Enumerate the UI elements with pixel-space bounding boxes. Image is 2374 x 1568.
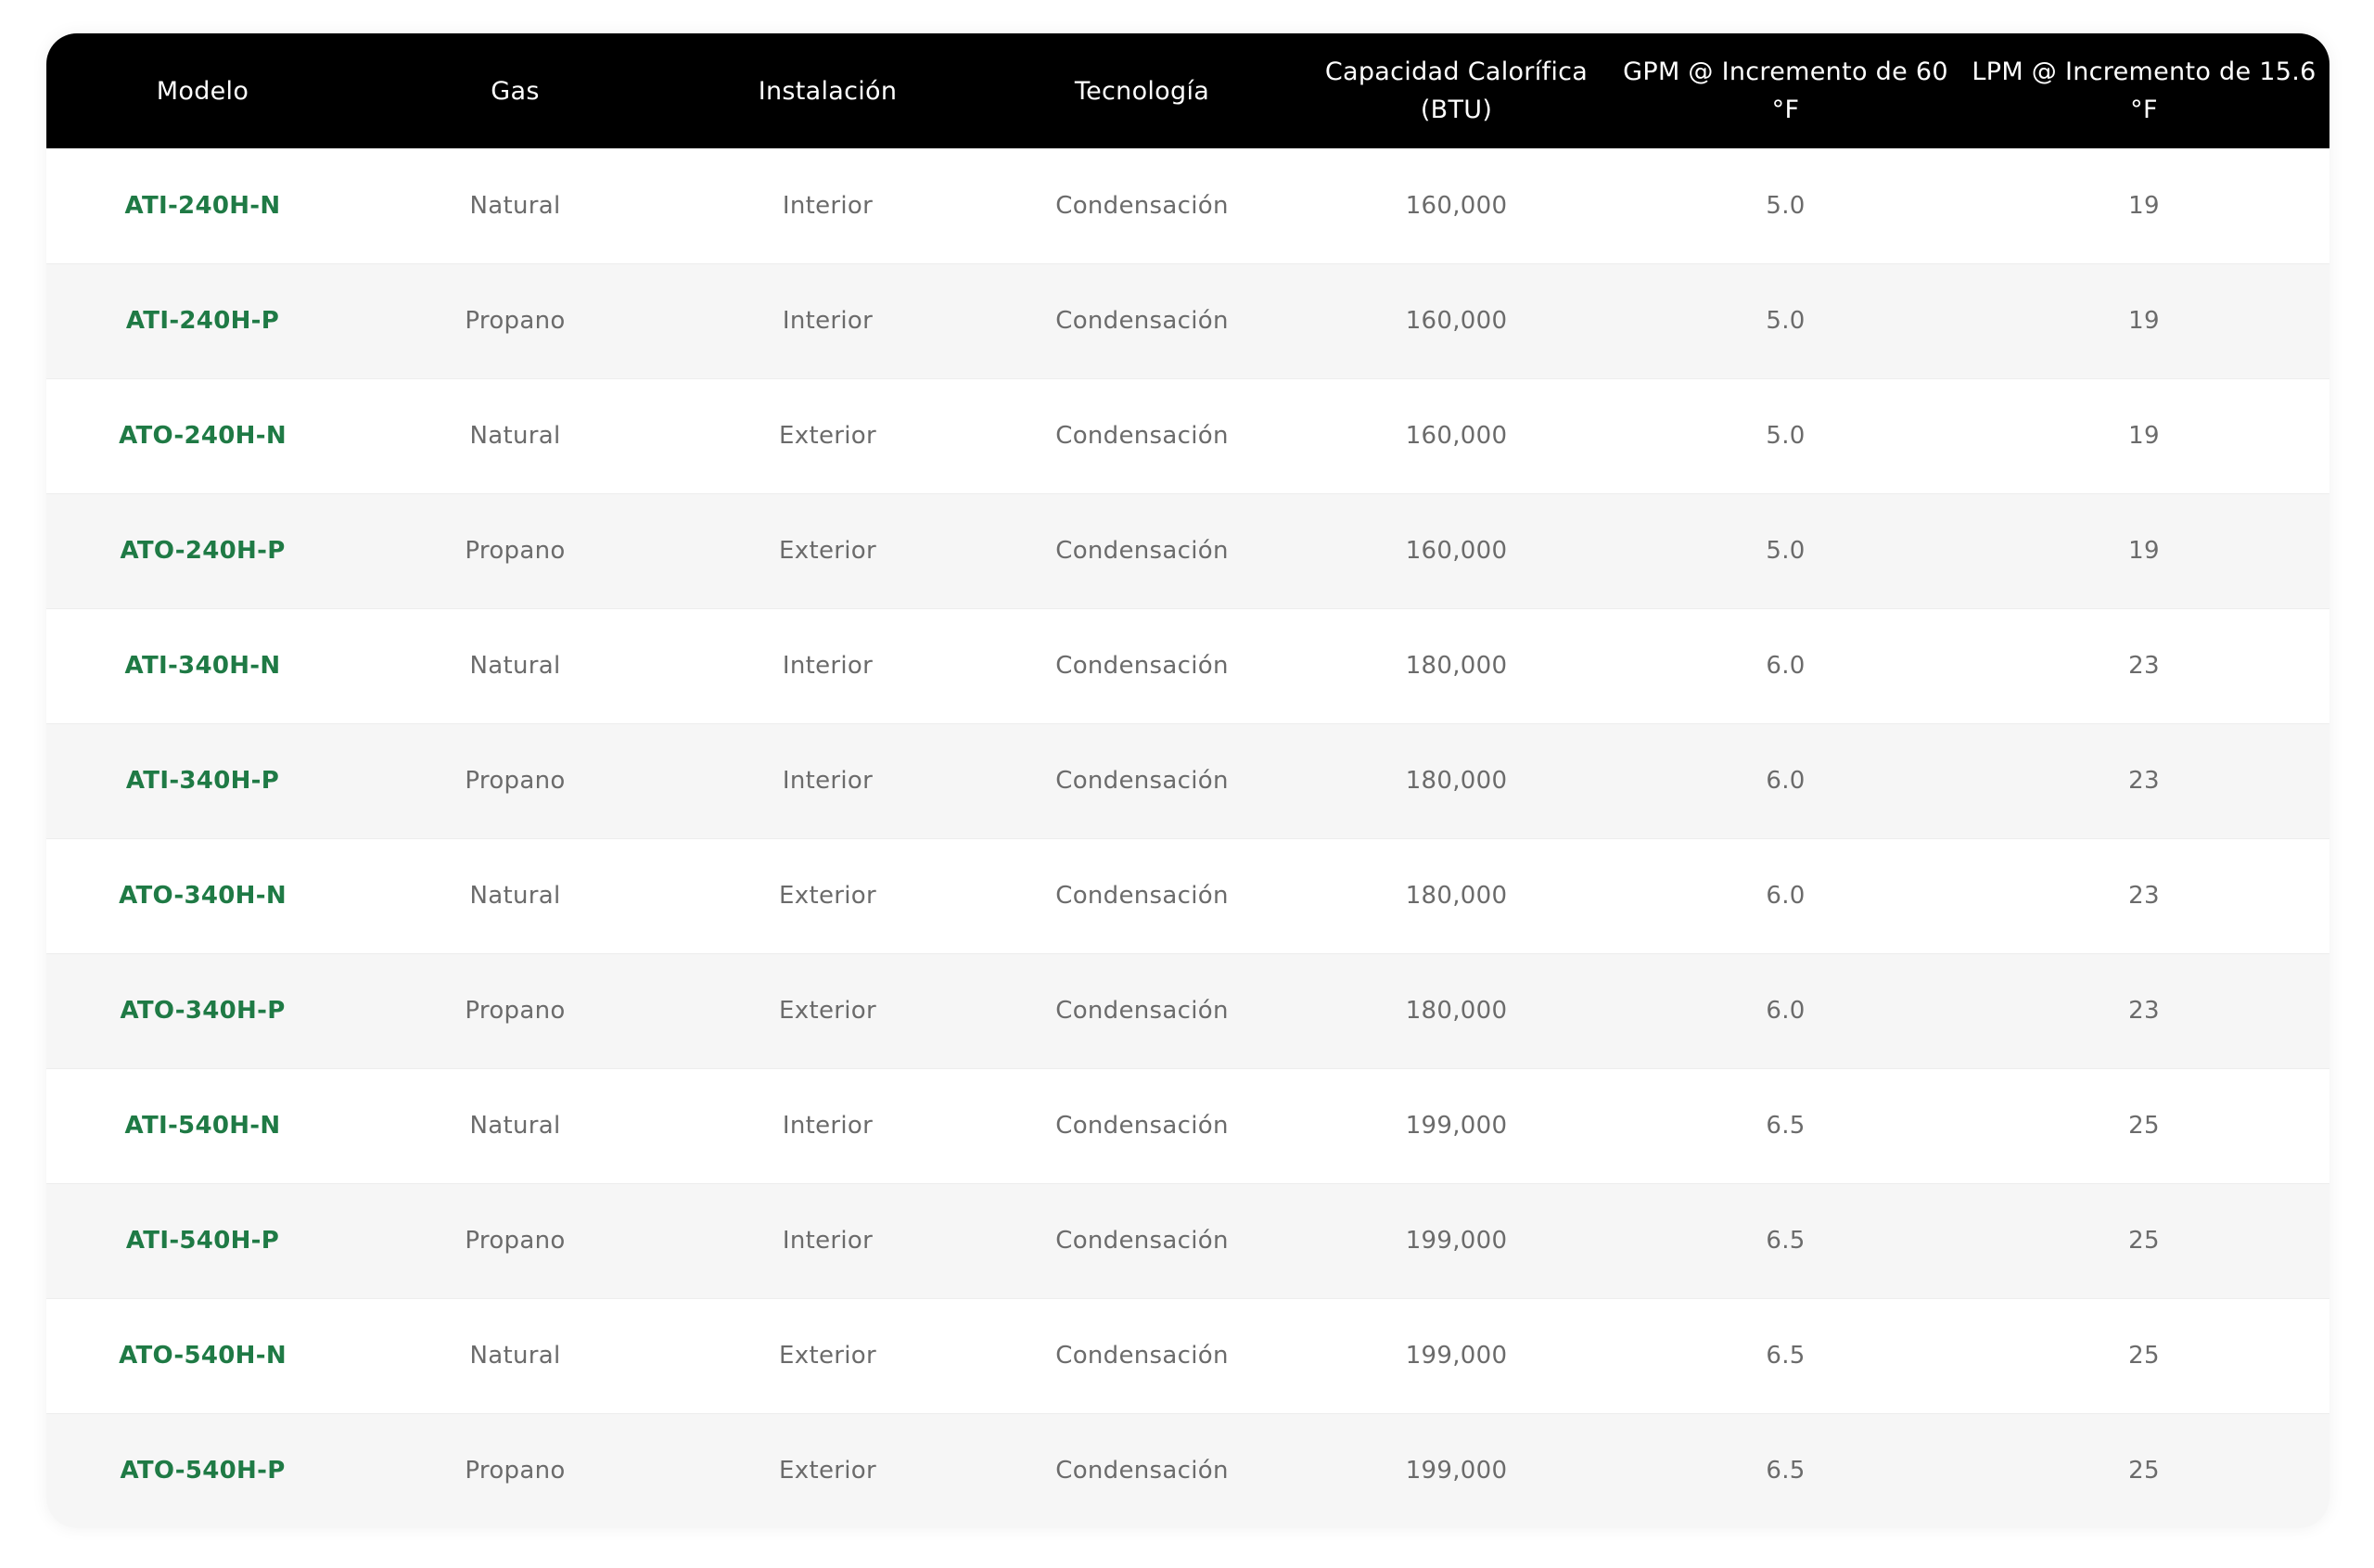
cell-modelo: ATO-240H-N [46, 378, 359, 493]
cell-gas: Natural [359, 608, 671, 723]
cell-lpm: 19 [1959, 493, 2329, 608]
cell-tecnologia: Condensación [984, 1068, 1300, 1183]
cell-capacidad: 180,000 [1300, 838, 1613, 953]
cell-instalacion: Exterior [671, 1413, 984, 1528]
cell-gas: Propano [359, 493, 671, 608]
cell-modelo: ATI-240H-N [124, 191, 281, 220]
cell-lpm: 23 [1959, 723, 2329, 838]
table-row [46, 838, 2329, 953]
cell-gpm: 6.5 [1613, 1183, 1959, 1298]
cell-lpm: 25 [1959, 1413, 2329, 1528]
cell-capacidad: 199,000 [1300, 1298, 1613, 1413]
cell-tecnologia: Condensación [984, 378, 1300, 493]
cell-tecnologia: Condensación [984, 953, 1300, 1068]
cell-modelo: ATO-240H-P [46, 493, 359, 608]
cell-gpm: 6.5 [1613, 1068, 1959, 1183]
cell-instalacion: Interior [671, 608, 984, 723]
cell-capacidad: 199,000 [1300, 1413, 1613, 1528]
cell-modelo: ATO-340H-P [46, 953, 359, 1068]
cell-tecnologia: Condensación [984, 723, 1300, 838]
cell-tecnologia: Condensación [984, 263, 1300, 378]
specs-table-container [46, 33, 2329, 1528]
cell-tecnologia: Condensación [984, 493, 1300, 608]
cell-instalacion: Interior [671, 1183, 984, 1298]
header-lpm: LPM @ Incremento de 15.6 °F [1972, 57, 2317, 124]
cell-capacidad: 180,000 [1300, 953, 1613, 1068]
cell-gas: Natural [359, 838, 671, 953]
cell-lpm: 19 [1959, 378, 2329, 493]
cell-gas: Propano [359, 1413, 671, 1528]
header-modelo: Modelo [156, 76, 249, 106]
cell-gpm: 6.0 [1613, 723, 1959, 838]
cell-modelo: ATI-340H-N [46, 608, 359, 723]
cell-gas: Propano [359, 263, 671, 378]
cell-instalacion: Exterior [671, 838, 984, 953]
cell-gpm: 5.0 [1613, 263, 1959, 378]
table-row [46, 378, 2329, 493]
cell-gpm: 6.0 [1613, 953, 1959, 1068]
cell-modelo: ATI-540H-N [46, 1068, 359, 1183]
cell-instalacion: Interior [671, 1068, 984, 1183]
cell-instalacion: Exterior [671, 493, 984, 608]
cell-lpm: 23 [1959, 608, 2329, 723]
cell-gpm: 6.0 [1613, 838, 1959, 953]
cell-gas: Natural [359, 1298, 671, 1413]
cell-gpm: 6.5 [1613, 1298, 1959, 1413]
header-row [46, 33, 2329, 148]
cell-modelo: ATO-340H-N [46, 838, 359, 953]
cell-modelo: ATO-540H-P [46, 1413, 359, 1528]
table-row [46, 148, 2329, 263]
table-row [46, 608, 2329, 723]
cell-gas: Propano [359, 1183, 671, 1298]
cell-capacidad: 180,000 [1300, 723, 1613, 838]
cell-capacidad: 180,000 [1300, 608, 1613, 723]
cell-lpm: 25 [1959, 1298, 2329, 1413]
cell-lpm: 19 [2128, 191, 2160, 220]
table-row [46, 1068, 2329, 1183]
cell-lpm: 25 [1959, 1183, 2329, 1298]
cell-tecnologia: Condensación [984, 608, 1300, 723]
cell-instalacion: Interior [782, 191, 874, 220]
cell-capacidad: 160,000 [1405, 191, 1508, 220]
table-header [46, 33, 2329, 148]
cell-capacidad: 160,000 [1300, 378, 1613, 493]
table-body [46, 148, 2329, 1528]
cell-tecnologia: Condensación [984, 1298, 1300, 1413]
table-row [46, 1413, 2329, 1528]
cell-gas: Propano [359, 723, 671, 838]
cell-instalacion: Exterior [671, 378, 984, 493]
cell-tecnologia: Condensación [984, 1183, 1300, 1298]
cell-modelo: ATI-240H-P [46, 263, 359, 378]
cell-gpm: 6.5 [1613, 1413, 1959, 1528]
cell-instalacion: Interior [671, 723, 984, 838]
table-row [46, 1298, 2329, 1413]
cell-lpm: 23 [1959, 953, 2329, 1068]
header-instalacion: Instalación [758, 76, 898, 106]
cell-modelo: ATI-540H-P [46, 1183, 359, 1298]
cell-lpm: 25 [1959, 1068, 2329, 1183]
header-gas: Gas [491, 76, 540, 106]
table-row [46, 953, 2329, 1068]
cell-gpm: 5.0 [1613, 378, 1959, 493]
cell-lpm: 19 [1959, 263, 2329, 378]
cell-capacidad: 199,000 [1300, 1183, 1613, 1298]
cell-tecnologia: Condensación [984, 1413, 1300, 1528]
table-row [46, 723, 2329, 838]
cell-tecnologia: Condensación [1055, 191, 1229, 220]
cell-gpm: 5.0 [1766, 191, 1806, 220]
table-row [46, 263, 2329, 378]
specs-table [46, 33, 2329, 1528]
cell-gas: Natural [359, 378, 671, 493]
cell-capacidad: 199,000 [1300, 1068, 1613, 1183]
header-capacidad: Capacidad Calorífica (BTU) [1324, 57, 1589, 124]
header-tecnologia: Tecnología [1074, 76, 1210, 106]
cell-modelo: ATO-540H-N [46, 1298, 359, 1413]
cell-capacidad: 160,000 [1300, 493, 1613, 608]
cell-tecnologia: Condensación [984, 838, 1300, 953]
cell-instalacion: Exterior [671, 1298, 984, 1413]
table-row [46, 1183, 2329, 1298]
cell-gpm: 6.0 [1613, 608, 1959, 723]
cell-gas: Natural [469, 191, 561, 220]
header-gpm: GPM @ Incremento de 60 °F [1623, 57, 1948, 124]
cell-capacidad: 160,000 [1300, 263, 1613, 378]
cell-instalacion: Interior [671, 263, 984, 378]
cell-lpm: 23 [1959, 838, 2329, 953]
cell-gas: Natural [359, 1068, 671, 1183]
cell-instalacion: Exterior [671, 953, 984, 1068]
cell-gas: Propano [359, 953, 671, 1068]
cell-gpm: 5.0 [1613, 493, 1959, 608]
table-row [46, 493, 2329, 608]
cell-modelo: ATI-340H-P [46, 723, 359, 838]
